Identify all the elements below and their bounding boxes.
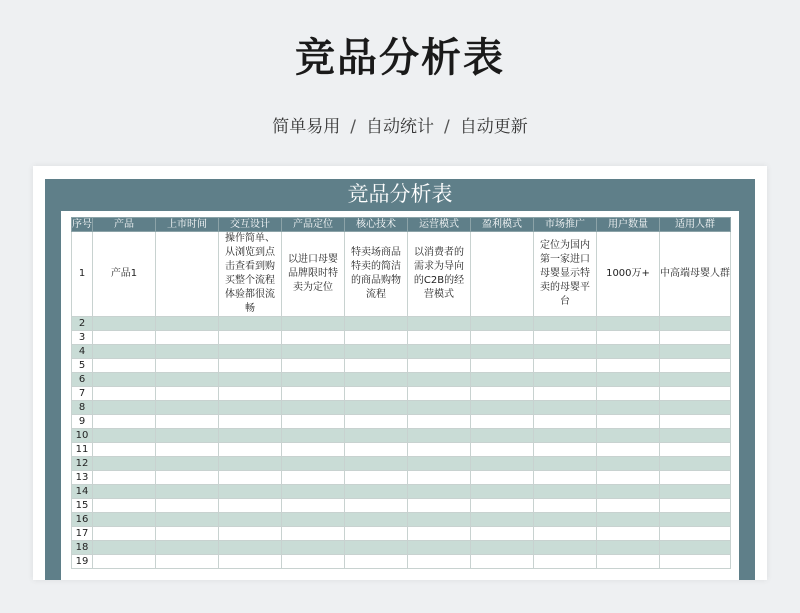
cell-launch[interactable] bbox=[156, 429, 219, 443]
cell-positioning[interactable] bbox=[282, 485, 345, 499]
cell-interaction[interactable] bbox=[219, 359, 282, 373]
cell-marketing[interactable] bbox=[534, 232, 597, 317]
cell-profit[interactable] bbox=[471, 331, 534, 345]
cell-tech[interactable] bbox=[345, 555, 408, 569]
cell-no[interactable]: 12 bbox=[72, 457, 93, 471]
sheet-frame bbox=[45, 179, 755, 580]
cell-audience[interactable] bbox=[660, 485, 731, 499]
cell-no[interactable]: 19 bbox=[72, 555, 93, 569]
cell-tech[interactable] bbox=[345, 485, 408, 499]
table-row bbox=[72, 345, 731, 359]
cell-operation[interactable] bbox=[408, 555, 471, 569]
cell-marketing[interactable] bbox=[534, 499, 597, 513]
cell-marketing[interactable] bbox=[534, 317, 597, 331]
cell-positioning[interactable] bbox=[282, 345, 345, 359]
cell-product[interactable] bbox=[93, 345, 156, 359]
cell-launch[interactable] bbox=[156, 513, 219, 527]
cell-operation[interactable] bbox=[408, 359, 471, 373]
cell-audience[interactable] bbox=[660, 499, 731, 513]
cell-marketing[interactable] bbox=[534, 513, 597, 527]
cell-product[interactable] bbox=[93, 471, 156, 485]
col-header-tech[interactable]: 核心技术 bbox=[345, 218, 408, 232]
table-row bbox=[72, 555, 731, 569]
cell-marketing[interactable] bbox=[534, 485, 597, 499]
cell-operation[interactable] bbox=[408, 387, 471, 401]
table-row bbox=[72, 527, 731, 541]
col-header-profit[interactable]: 盈利模式 bbox=[471, 218, 534, 232]
cell-interaction[interactable] bbox=[219, 499, 282, 513]
cell-profit[interactable] bbox=[471, 401, 534, 415]
cell-operation[interactable] bbox=[408, 499, 471, 513]
cell-users[interactable] bbox=[597, 429, 660, 443]
cell-product[interactable] bbox=[93, 555, 156, 569]
cell-operation[interactable] bbox=[408, 232, 471, 317]
cell-users[interactable] bbox=[597, 513, 660, 527]
cell-operation[interactable] bbox=[408, 541, 471, 555]
cell-launch[interactable] bbox=[156, 485, 219, 499]
cell-launch[interactable] bbox=[156, 471, 219, 485]
cell-no[interactable]: 17 bbox=[72, 527, 93, 541]
cell-interaction[interactable] bbox=[219, 429, 282, 443]
cell-operation[interactable] bbox=[408, 317, 471, 331]
table-row bbox=[72, 541, 731, 555]
cell-product[interactable] bbox=[93, 541, 156, 555]
col-header-positioning[interactable]: 产品定位 bbox=[282, 218, 345, 232]
table-row bbox=[72, 513, 731, 527]
cell-no[interactable]: 1 bbox=[72, 232, 93, 317]
cell-users[interactable] bbox=[597, 373, 660, 387]
cell-interaction[interactable] bbox=[219, 513, 282, 527]
cell-profit[interactable] bbox=[471, 499, 534, 513]
sheet-title: 竞品分析表 bbox=[347, 182, 453, 206]
cell-launch[interactable] bbox=[156, 443, 219, 457]
cell-marketing[interactable] bbox=[534, 331, 597, 345]
cell-positioning[interactable] bbox=[282, 541, 345, 555]
cell-profit[interactable] bbox=[471, 555, 534, 569]
cell-interaction[interactable] bbox=[219, 415, 282, 429]
cell-tech[interactable] bbox=[345, 345, 408, 359]
cell-marketing[interactable] bbox=[534, 359, 597, 373]
cell-audience[interactable] bbox=[660, 387, 731, 401]
cell-users[interactable] bbox=[597, 415, 660, 429]
cell-positioning-text: 以进口母婴品牌限时特卖为定位 bbox=[288, 254, 338, 293]
cell-interaction[interactable] bbox=[219, 232, 282, 317]
page-title: 竞品分析表 bbox=[295, 35, 505, 81]
cell-launch[interactable] bbox=[156, 541, 219, 555]
cell-positioning[interactable] bbox=[282, 457, 345, 471]
cell-marketing[interactable] bbox=[534, 387, 597, 401]
cell-interaction[interactable] bbox=[219, 331, 282, 345]
col-header-users[interactable]: 用户数量 bbox=[597, 218, 660, 232]
cell-operation[interactable] bbox=[408, 429, 471, 443]
cell-operation-text: 以消费者的需求为导向的C2B的经营模式 bbox=[413, 247, 465, 300]
cell-no[interactable]: 9 bbox=[72, 415, 93, 429]
cell-product[interactable] bbox=[93, 457, 156, 471]
cell-no[interactable]: 10 bbox=[72, 429, 93, 443]
cell-profit[interactable] bbox=[471, 373, 534, 387]
cell-tech[interactable] bbox=[345, 499, 408, 513]
cell-profit[interactable] bbox=[471, 471, 534, 485]
cell-marketing[interactable] bbox=[534, 373, 597, 387]
cell-operation[interactable] bbox=[408, 527, 471, 541]
cell-audience[interactable] bbox=[660, 415, 731, 429]
table-row bbox=[72, 232, 731, 317]
table-row bbox=[72, 317, 731, 331]
competitor-table bbox=[71, 217, 731, 569]
cell-users[interactable] bbox=[597, 485, 660, 499]
tag-separator: / bbox=[350, 117, 356, 137]
cell-interaction[interactable] bbox=[219, 457, 282, 471]
table-row bbox=[72, 387, 731, 401]
cell-product[interactable]: 产品1 bbox=[93, 232, 156, 317]
header-row bbox=[72, 218, 731, 232]
cell-no[interactable]: 13 bbox=[72, 471, 93, 485]
cell-users[interactable] bbox=[597, 471, 660, 485]
spreadsheet-preview-card bbox=[33, 166, 767, 580]
cell-audience[interactable] bbox=[660, 317, 731, 331]
cell-product[interactable] bbox=[93, 373, 156, 387]
cell-no[interactable]: 7 bbox=[72, 387, 93, 401]
cell-profit[interactable] bbox=[471, 415, 534, 429]
cell-tech[interactable] bbox=[345, 471, 408, 485]
cell-users[interactable] bbox=[597, 331, 660, 345]
cell-no[interactable]: 11 bbox=[72, 443, 93, 457]
cell-profit[interactable] bbox=[471, 485, 534, 499]
cell-users[interactable] bbox=[597, 317, 660, 331]
cell-audience[interactable] bbox=[660, 541, 731, 555]
cell-product[interactable] bbox=[93, 499, 156, 513]
cell-no[interactable]: 8 bbox=[72, 401, 93, 415]
table-row bbox=[72, 359, 731, 373]
cell-no[interactable]: 3 bbox=[72, 331, 93, 345]
cell-tech[interactable] bbox=[345, 317, 408, 331]
cell-launch[interactable] bbox=[156, 499, 219, 513]
table-row bbox=[72, 471, 731, 485]
cell-positioning[interactable] bbox=[282, 373, 345, 387]
cell-interaction[interactable] bbox=[219, 485, 282, 499]
cell-marketing[interactable] bbox=[534, 401, 597, 415]
cell-product[interactable] bbox=[93, 415, 156, 429]
cell-tech[interactable] bbox=[345, 331, 408, 345]
cell-launch[interactable] bbox=[156, 457, 219, 471]
cell-tech[interactable] bbox=[345, 513, 408, 527]
cell-audience[interactable] bbox=[660, 429, 731, 443]
cell-tech[interactable] bbox=[345, 232, 408, 317]
cell-no[interactable]: 6 bbox=[72, 373, 93, 387]
col-header-operation[interactable]: 运营模式 bbox=[408, 218, 471, 232]
cell-operation[interactable] bbox=[408, 345, 471, 359]
tag-easy: 简单易用 bbox=[272, 117, 341, 137]
cell-operation[interactable] bbox=[408, 443, 471, 457]
cell-product[interactable] bbox=[93, 387, 156, 401]
cell-product[interactable] bbox=[93, 401, 156, 415]
table-row bbox=[72, 415, 731, 429]
cell-positioning[interactable] bbox=[282, 359, 345, 373]
cell-audience[interactable] bbox=[660, 345, 731, 359]
cell-profit[interactable] bbox=[471, 513, 534, 527]
cell-positioning[interactable] bbox=[282, 429, 345, 443]
cell-tech[interactable] bbox=[345, 415, 408, 429]
cell-launch[interactable] bbox=[156, 232, 219, 317]
cell-tech[interactable] bbox=[345, 457, 408, 471]
cell-marketing-text: 定位为国内第一家进口母婴显示特卖的母婴平台 bbox=[540, 240, 590, 307]
cell-product[interactable] bbox=[93, 359, 156, 373]
table-row bbox=[72, 485, 731, 499]
cell-product[interactable] bbox=[93, 513, 156, 527]
cell-positioning[interactable] bbox=[282, 527, 345, 541]
cell-tech[interactable] bbox=[345, 373, 408, 387]
cell-interaction[interactable] bbox=[219, 373, 282, 387]
cell-operation[interactable] bbox=[408, 331, 471, 345]
cell-tech[interactable] bbox=[345, 359, 408, 373]
cell-interaction[interactable] bbox=[219, 387, 282, 401]
cell-no[interactable]: 15 bbox=[72, 499, 93, 513]
col-header-launch[interactable]: 上市时间 bbox=[156, 218, 219, 232]
cell-no[interactable]: 14 bbox=[72, 485, 93, 499]
cell-product[interactable] bbox=[93, 485, 156, 499]
cell-no[interactable]: 4 bbox=[72, 345, 93, 359]
cell-launch[interactable] bbox=[156, 387, 219, 401]
cell-launch[interactable] bbox=[156, 401, 219, 415]
cell-marketing[interactable] bbox=[534, 471, 597, 485]
cell-product[interactable] bbox=[93, 429, 156, 443]
cell-profit[interactable] bbox=[471, 387, 534, 401]
cell-positioning[interactable] bbox=[282, 499, 345, 513]
cell-no[interactable]: 5 bbox=[72, 359, 93, 373]
cell-tech[interactable] bbox=[345, 429, 408, 443]
cell-launch[interactable] bbox=[156, 555, 219, 569]
cell-marketing[interactable] bbox=[534, 345, 597, 359]
cell-launch[interactable] bbox=[156, 415, 219, 429]
cell-positioning[interactable] bbox=[282, 471, 345, 485]
cell-audience[interactable] bbox=[660, 331, 731, 345]
cell-launch[interactable] bbox=[156, 345, 219, 359]
cell-users[interactable] bbox=[597, 443, 660, 457]
cell-operation[interactable] bbox=[408, 401, 471, 415]
cell-audience[interactable] bbox=[660, 555, 731, 569]
col-header-interaction[interactable]: 交互设计 bbox=[219, 218, 282, 232]
cell-interaction[interactable] bbox=[219, 541, 282, 555]
cell-audience[interactable] bbox=[660, 401, 731, 415]
cell-interaction[interactable] bbox=[219, 471, 282, 485]
tag-auto-stats: 自动统计 bbox=[366, 117, 434, 137]
cell-users[interactable] bbox=[597, 387, 660, 401]
cell-positioning[interactable] bbox=[282, 555, 345, 569]
table-row bbox=[72, 373, 731, 387]
cell-operation[interactable] bbox=[408, 373, 471, 387]
cell-positioning[interactable] bbox=[282, 513, 345, 527]
cell-users[interactable]: 1000万+ bbox=[597, 232, 660, 317]
cell-profit[interactable] bbox=[471, 359, 534, 373]
table-row bbox=[72, 443, 731, 457]
cell-positioning[interactable] bbox=[282, 317, 345, 331]
cell-marketing[interactable] bbox=[534, 541, 597, 555]
tag-separator: / bbox=[444, 117, 450, 137]
cell-audience[interactable] bbox=[660, 527, 731, 541]
cell-users[interactable] bbox=[597, 499, 660, 513]
cell-marketing[interactable] bbox=[534, 457, 597, 471]
cell-audience[interactable] bbox=[660, 513, 731, 527]
cell-marketing[interactable] bbox=[534, 443, 597, 457]
cell-audience-text: 中高端母婴人群 bbox=[660, 268, 730, 279]
cell-product[interactable] bbox=[93, 331, 156, 345]
cell-interaction[interactable] bbox=[219, 401, 282, 415]
cell-product[interactable] bbox=[93, 527, 156, 541]
cell-profit[interactable] bbox=[471, 527, 534, 541]
cell-tech[interactable] bbox=[345, 527, 408, 541]
cell-no[interactable]: 2 bbox=[72, 317, 93, 331]
cell-users[interactable] bbox=[597, 359, 660, 373]
cell-interaction[interactable] bbox=[219, 345, 282, 359]
cell-profit[interactable] bbox=[471, 345, 534, 359]
cell-audience[interactable] bbox=[660, 359, 731, 373]
cell-marketing[interactable] bbox=[534, 527, 597, 541]
cell-users[interactable] bbox=[597, 555, 660, 569]
cell-users[interactable] bbox=[597, 401, 660, 415]
col-header-product[interactable]: 产品 bbox=[93, 218, 156, 232]
cell-profit[interactable] bbox=[471, 232, 534, 317]
cell-positioning[interactable] bbox=[282, 415, 345, 429]
cell-audience[interactable] bbox=[660, 457, 731, 471]
cell-operation[interactable] bbox=[408, 513, 471, 527]
table-row bbox=[72, 331, 731, 345]
cell-launch[interactable] bbox=[156, 359, 219, 373]
cell-operation[interactable] bbox=[408, 471, 471, 485]
cell-launch[interactable] bbox=[156, 373, 219, 387]
cell-product[interactable] bbox=[93, 317, 156, 331]
cell-tech[interactable] bbox=[345, 541, 408, 555]
cell-interaction[interactable] bbox=[219, 555, 282, 569]
cell-operation[interactable] bbox=[408, 415, 471, 429]
cell-positioning[interactable] bbox=[282, 401, 345, 415]
cell-interaction[interactable] bbox=[219, 527, 282, 541]
cell-users[interactable] bbox=[597, 457, 660, 471]
cell-product[interactable] bbox=[93, 443, 156, 457]
cell-marketing[interactable] bbox=[534, 429, 597, 443]
tag-auto-update: 自动更新 bbox=[459, 117, 528, 137]
cell-positioning[interactable] bbox=[282, 232, 345, 317]
sheet-area bbox=[61, 211, 739, 580]
table-row bbox=[72, 499, 731, 513]
cell-audience[interactable] bbox=[660, 443, 731, 457]
feature-tags bbox=[0, 112, 800, 137]
cell-no[interactable]: 16 bbox=[72, 513, 93, 527]
cell-profit[interactable] bbox=[471, 429, 534, 443]
table-row bbox=[72, 401, 731, 415]
cell-users[interactable] bbox=[597, 345, 660, 359]
cell-audience[interactable] bbox=[660, 471, 731, 485]
cell-positioning[interactable] bbox=[282, 331, 345, 345]
cell-tech[interactable] bbox=[345, 401, 408, 415]
table-row bbox=[72, 457, 731, 471]
cell-profit[interactable] bbox=[471, 457, 534, 471]
col-header-audience[interactable]: 适用人群 bbox=[660, 218, 731, 232]
cell-operation[interactable] bbox=[408, 485, 471, 499]
cell-tech[interactable] bbox=[345, 443, 408, 457]
cell-launch[interactable] bbox=[156, 317, 219, 331]
cell-profit[interactable] bbox=[471, 317, 534, 331]
cell-no[interactable]: 18 bbox=[72, 541, 93, 555]
cell-users[interactable] bbox=[597, 527, 660, 541]
cell-operation[interactable] bbox=[408, 457, 471, 471]
cell-profit[interactable] bbox=[471, 443, 534, 457]
cell-profit[interactable] bbox=[471, 541, 534, 555]
cell-users[interactable] bbox=[597, 541, 660, 555]
col-header-no[interactable]: 序号 bbox=[72, 219, 92, 230]
cell-positioning[interactable] bbox=[282, 387, 345, 401]
cell-tech-text: 特卖场商品特卖的简洁的商品购物流程 bbox=[351, 247, 401, 300]
cell-audience[interactable] bbox=[660, 232, 731, 317]
cell-interaction[interactable] bbox=[219, 317, 282, 331]
table-row bbox=[72, 429, 731, 443]
cell-launch[interactable] bbox=[156, 527, 219, 541]
cell-audience[interactable] bbox=[660, 373, 731, 387]
cell-interaction[interactable] bbox=[219, 443, 282, 457]
cell-marketing[interactable] bbox=[534, 415, 597, 429]
cell-interaction-text: 操作简单、从浏览到点击查看到购买整个流程体验都很流畅 bbox=[225, 233, 275, 314]
cell-marketing[interactable] bbox=[534, 555, 597, 569]
cell-tech[interactable] bbox=[345, 387, 408, 401]
col-header-marketing[interactable]: 市场推广 bbox=[534, 218, 597, 232]
cell-positioning[interactable] bbox=[282, 443, 345, 457]
cell-launch[interactable] bbox=[156, 331, 219, 345]
